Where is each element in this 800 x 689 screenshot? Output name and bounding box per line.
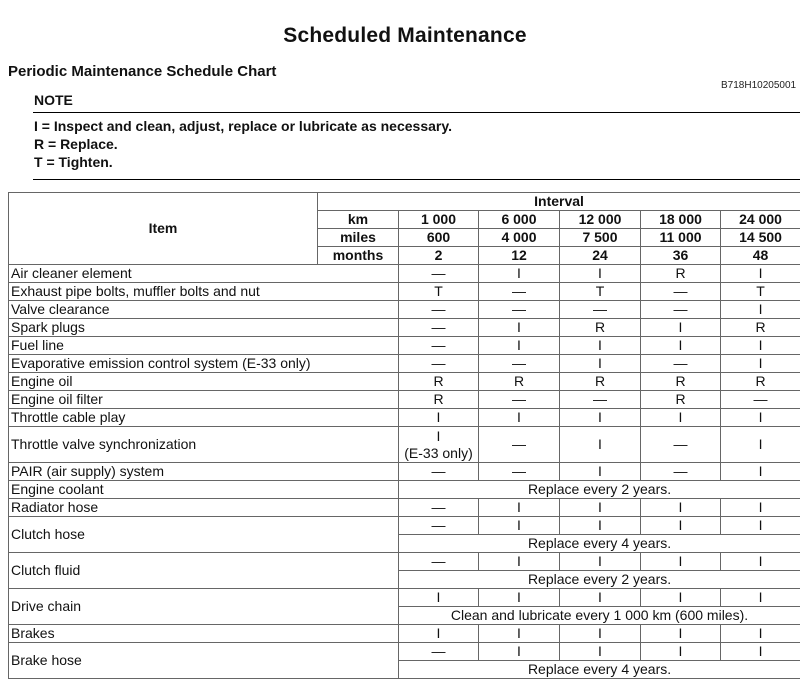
interval-cell: I: [721, 265, 800, 283]
item-name: Drive chain: [9, 589, 399, 625]
item-name: PAIR (air supply) system: [9, 463, 399, 481]
interval-cell: I: [721, 643, 800, 661]
km-value: 24 000: [721, 211, 800, 229]
interval-span-note: Replace every 2 years.: [399, 481, 800, 499]
interval-cell: I: [479, 499, 560, 517]
interval-cell: I: [560, 643, 641, 661]
table-row: [9, 355, 800, 373]
interval-header: Interval: [318, 193, 800, 211]
interval-cell: —: [479, 301, 560, 319]
km-value: 6 000: [479, 211, 560, 229]
interval-cell: R: [641, 265, 721, 283]
interval-note: (E-33 only): [404, 444, 473, 461]
table-row: [9, 265, 800, 283]
item-name: Brake hose: [9, 643, 399, 679]
months-value: 12: [479, 247, 560, 265]
interval-cell: T: [399, 283, 479, 301]
interval-cell: I: [641, 409, 721, 427]
item-name: Air cleaner element: [9, 265, 399, 283]
interval-cell: —: [479, 391, 560, 409]
months-value: 24: [560, 247, 641, 265]
interval-cell: I: [641, 337, 721, 355]
interval-cell: I: [721, 625, 800, 643]
months-value: 48: [721, 247, 800, 265]
km-value: 12 000: [560, 211, 641, 229]
maintenance-schedule-table: [8, 192, 800, 679]
interval-cell: I: [479, 643, 560, 661]
interval-cell: —: [399, 355, 479, 373]
table-row: [9, 301, 800, 319]
interval-cell: —: [721, 391, 800, 409]
interval-cell: I: [479, 265, 560, 283]
interval-cell: —: [399, 265, 479, 283]
item-header: Item: [9, 193, 318, 265]
interval-cell: —: [399, 319, 479, 337]
interval-cell: I: [641, 589, 721, 607]
interval-cell: —: [641, 283, 721, 301]
table-row: [9, 643, 800, 661]
interval-cell: I: [721, 499, 800, 517]
interval-cell: I: [479, 409, 560, 427]
item-name: Exhaust pipe bolts, muffler bolts and nut: [9, 283, 399, 301]
item-name: Engine coolant: [9, 481, 399, 499]
interval-cell: I: [560, 337, 641, 355]
table-row: [9, 499, 800, 517]
item-name: Engine oil: [9, 373, 399, 391]
interval-cell: —: [399, 517, 479, 535]
interval-cell: I: [560, 427, 641, 463]
note-line-replace: R = Replace.: [34, 136, 118, 152]
miles-value: 4 000: [479, 229, 560, 247]
miles-value: 11 000: [641, 229, 721, 247]
interval-cell: —: [560, 301, 641, 319]
interval-value: I: [436, 427, 441, 444]
months-value: 2: [399, 247, 479, 265]
item-name: Throttle cable play: [9, 409, 399, 427]
interval-cell: I: [721, 409, 800, 427]
km-value: 18 000: [641, 211, 721, 229]
table-row: [9, 373, 800, 391]
interval-cell: R: [399, 391, 479, 409]
note-line-inspect: I = Inspect and clean, adjust, replace or lubricate as necessary.: [34, 118, 452, 134]
table-row: [9, 517, 800, 535]
interval-cell: I: [721, 517, 800, 535]
interval-cell: I: [399, 625, 479, 643]
interval-cell: T: [560, 283, 641, 301]
interval-cell: I: [479, 625, 560, 643]
table-row: [9, 553, 800, 571]
interval-cell: I: [641, 643, 721, 661]
table-row: [9, 337, 800, 355]
interval-cell: I: [479, 319, 560, 337]
km-value: 1 000: [399, 211, 479, 229]
document-code: B718H10205001: [721, 80, 797, 91]
note-heading: NOTE: [34, 92, 73, 108]
interval-cell: R: [641, 391, 721, 409]
item-name: Throttle valve synchronization: [9, 427, 399, 463]
interval-cell: I: [479, 517, 560, 535]
interval-cell: I: [721, 589, 800, 607]
interval-cell: I: [479, 553, 560, 571]
interval-cell: —: [641, 463, 721, 481]
item-name: Fuel line: [9, 337, 399, 355]
interval-cell: I: [560, 409, 641, 427]
interval-cell: I: [641, 517, 721, 535]
interval-cell: —: [641, 355, 721, 373]
interval-cell: —: [560, 391, 641, 409]
miles-value: 600: [399, 229, 479, 247]
interval-cell: R: [641, 373, 721, 391]
miles-value: 7 500: [560, 229, 641, 247]
table-row: [9, 319, 800, 337]
interval-cell: I: [641, 499, 721, 517]
interval-cell: R: [721, 373, 800, 391]
interval-cell: I: [641, 319, 721, 337]
interval-cell: I: [560, 355, 641, 373]
interval-cell: R: [479, 373, 560, 391]
item-name: Brakes: [9, 625, 399, 643]
interval-cell: I: [721, 463, 800, 481]
item-name: Clutch hose: [9, 517, 399, 553]
table-row: [9, 625, 800, 643]
interval-cell: —: [479, 283, 560, 301]
interval-cell: I: [721, 427, 800, 463]
interval-cell: —: [399, 553, 479, 571]
miles-value: 14 500: [721, 229, 800, 247]
interval-cell: R: [721, 319, 800, 337]
interval-cell: I: [560, 589, 641, 607]
table-row: [9, 589, 800, 607]
interval-cell: T: [721, 283, 800, 301]
item-name: Evaporative emission control system (E-33 only): [9, 355, 399, 373]
interval-cell: I: [560, 553, 641, 571]
interval-cell: I: [399, 589, 479, 607]
interval-cell: I: [479, 337, 560, 355]
header-row-interval: [9, 193, 800, 211]
miles-label: miles: [318, 229, 399, 247]
table-row: [9, 391, 800, 409]
interval-span-note: Replace every 2 years.: [399, 571, 800, 589]
interval-cell: I: [479, 589, 560, 607]
interval-cell: I: [560, 499, 641, 517]
interval-cell: —: [479, 355, 560, 373]
item-name: Valve clearance: [9, 301, 399, 319]
interval-cell: I: [560, 625, 641, 643]
item-name: Spark plugs: [9, 319, 399, 337]
months-label: months: [318, 247, 399, 265]
table-row: [9, 481, 800, 499]
interval-span-note: Replace every 4 years.: [399, 535, 800, 553]
interval-cell: —: [641, 427, 721, 463]
interval-cell: —: [479, 427, 560, 463]
interval-cell: I: [560, 463, 641, 481]
item-name: Radiator hose: [9, 499, 399, 517]
interval-cell: R: [560, 319, 641, 337]
note-bottom-rule: [33, 179, 800, 180]
table-row: [9, 427, 800, 463]
interval-cell: —: [479, 463, 560, 481]
interval-cell: [399, 427, 479, 463]
table-row: [9, 283, 800, 301]
table-row: [9, 463, 800, 481]
interval-cell: I: [721, 355, 800, 373]
item-name: Engine oil filter: [9, 391, 399, 409]
interval-cell: I: [641, 625, 721, 643]
interval-cell: I: [721, 553, 800, 571]
interval-cell: I: [560, 265, 641, 283]
interval-cell: R: [399, 373, 479, 391]
interval-cell: —: [399, 499, 479, 517]
item-name: Clutch fluid: [9, 553, 399, 589]
interval-cell: I: [721, 337, 800, 355]
chart-subtitle: Periodic Maintenance Schedule Chart: [8, 63, 277, 80]
interval-cell: I: [641, 553, 721, 571]
interval-cell: —: [399, 337, 479, 355]
interval-cell: R: [560, 373, 641, 391]
interval-cell: —: [641, 301, 721, 319]
table-row: [9, 409, 800, 427]
interval-cell: —: [399, 463, 479, 481]
interval-span-note: Clean and lubricate every 1 000 km (600 miles).: [399, 607, 800, 625]
note-line-tighten: T = Tighten.: [34, 154, 113, 170]
interval-cell: I: [399, 409, 479, 427]
km-label: km: [318, 211, 399, 229]
months-value: 36: [641, 247, 721, 265]
interval-cell: —: [399, 301, 479, 319]
interval-span-note: Replace every 4 years.: [399, 661, 800, 679]
note-top-rule: [33, 112, 800, 113]
interval-cell: I: [560, 517, 641, 535]
interval-cell: I: [721, 301, 800, 319]
page-title: Scheduled Maintenance: [283, 24, 527, 47]
interval-cell: —: [399, 643, 479, 661]
